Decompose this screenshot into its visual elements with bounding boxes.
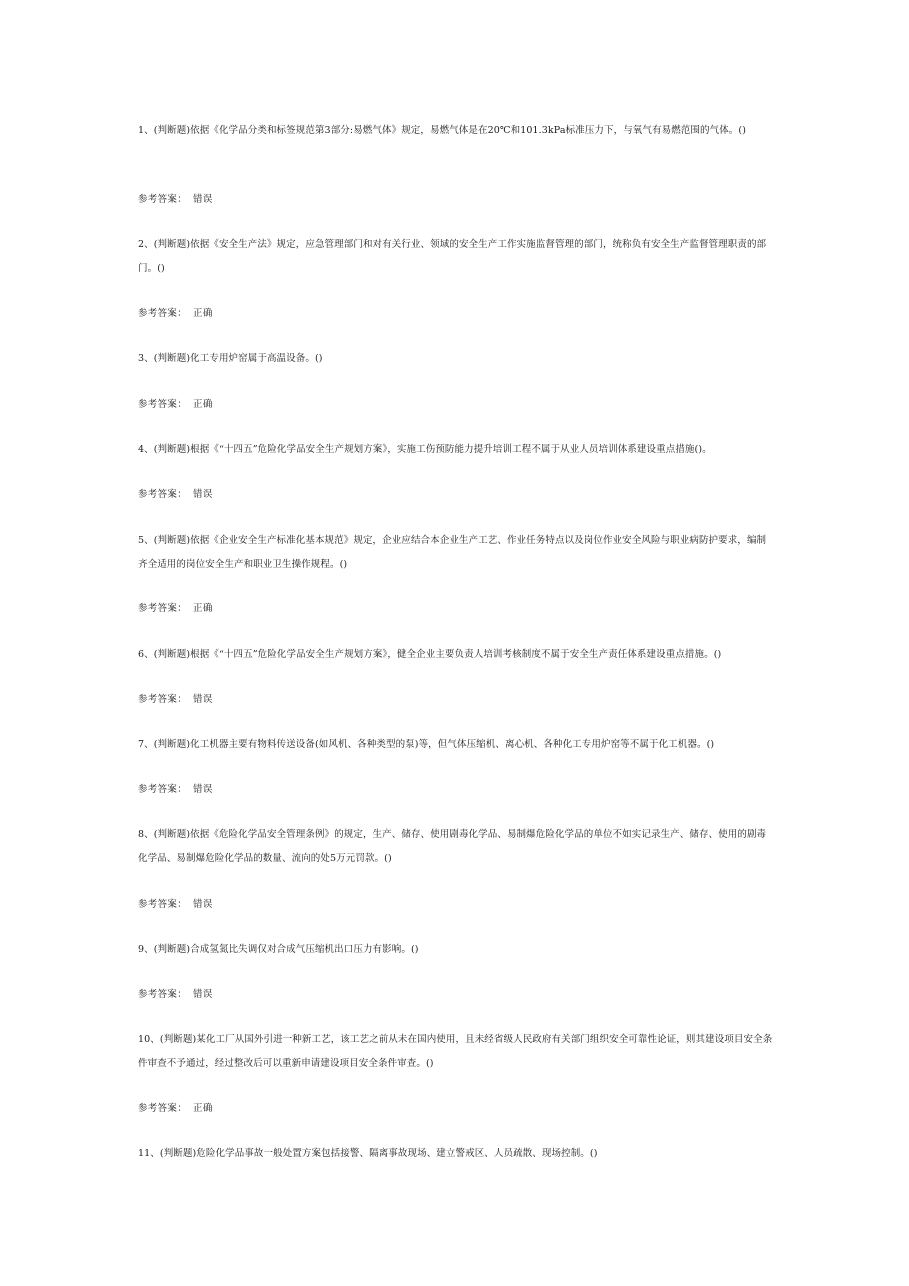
answer-9 (138, 988, 774, 1002)
answer-6 (138, 693, 774, 707)
answer-label: 参考答案： (138, 489, 188, 500)
answer-5 (138, 602, 774, 616)
answer-value: 错误 (193, 194, 213, 205)
question-text: 8、(判断题)依据《危险化学品安全管理条例》的规定，生产、储存、使用剧毒化学品、易制爆危险化学品的单位不如实记录生产、储存、使用的剧毒化学品、易制爆危险化学品的数量、流向的处5万元罚款。() (138, 829, 767, 864)
answer-value: 错误 (193, 694, 213, 705)
question-2 (138, 233, 774, 281)
question-10 (138, 1028, 774, 1076)
answer-4 (138, 488, 774, 502)
answer-8 (138, 898, 774, 912)
answer-value: 正确 (193, 308, 213, 319)
answer-label: 参考答案： (138, 989, 188, 1000)
question-text: 11、(判断题)危险化学品事故一般处置方案包括接警、隔离事故现场、建立警戒区、人员疏散、现场控制。() (138, 1148, 598, 1159)
answer-label: 参考答案： (138, 399, 188, 410)
question-3 (138, 347, 774, 371)
question-5 (138, 529, 774, 577)
question-text: 4、(判断题)根据《“十四五”危险化学品安全生产规划方案》，实施工伤预防能力提升培训工程不属于从业人员培训体系建设重点措施()。 (138, 444, 712, 455)
question-text: 9、(判断题)合成氢氮比失调仅对合成气压缩机出口压力有影响。() (138, 944, 419, 955)
question-text: 3、(判断题)化工专用炉窑属于高温设备。() (138, 353, 323, 364)
question-text: 7、(判断题)化工机器主要有物料传送设备(如风机、各种类型的泵)等，但气体压缩机、离心机、各种化工专用炉窑等不属于化工机器。() (138, 739, 715, 750)
question-8 (138, 823, 774, 871)
answer-3 (138, 398, 774, 412)
answer-7 (138, 783, 774, 797)
answer-label: 参考答案： (138, 899, 188, 910)
question-text: 10、(判断题)某化工厂从国外引进一种新工艺，该工艺之前从未在国内使用，且未经省级人民政府有关部门组织安全可靠性论证，则其建设项目安全条件审查不予通过，经过整改后可以重新申请建设项目安全条件审查。() (138, 1034, 773, 1069)
document-page (138, 0, 774, 1286)
answer-label: 参考答案： (138, 694, 188, 705)
answer-value: 正确 (193, 1103, 213, 1114)
question-text: 2、(判断题)依据《安全生产法》规定，应急管理部门和对有关行业、领域的安全生产工作实施监督管理的部门，统称负有安全生产监督管理职责的部门。() (138, 239, 767, 274)
question-text: 1、(判断题)依据《化学品分类和标签规范第3部分:易燃气体》规定，易燃气体是在20℃和101.3kPa标准压力下，与氧气有易燃范围的气体。() (138, 125, 747, 136)
answer-value: 错误 (193, 989, 213, 1000)
question-1 (138, 119, 774, 143)
question-text: 6、(判断题)根据《“十四五”危险化学品安全生产规划方案》，健全企业主要负责人培训考核制度不属于安全生产责任体系建设重点措施。() (138, 649, 722, 660)
answer-value: 正确 (193, 603, 213, 614)
answer-10 (138, 1102, 774, 1116)
question-7 (138, 733, 774, 757)
answer-label: 参考答案： (138, 194, 188, 205)
question-9 (138, 938, 774, 962)
answer-2 (138, 307, 774, 321)
answer-value: 错误 (193, 784, 213, 795)
answer-label: 参考答案： (138, 1103, 188, 1114)
question-4 (138, 438, 774, 462)
question-6 (138, 643, 774, 667)
answer-label: 参考答案： (138, 603, 188, 614)
answer-label: 参考答案： (138, 784, 188, 795)
answer-1 (138, 193, 774, 207)
answer-value: 错误 (193, 899, 213, 910)
answer-value: 错误 (193, 489, 213, 500)
answer-label: 参考答案： (138, 308, 188, 319)
answer-value: 正确 (193, 399, 213, 410)
question-text: 5、(判断题)依据《企业安全生产标准化基本规范》规定，企业应结合本企业生产工艺、作业任务特点以及岗位作业安全风险与职业病防护要求，编制齐全适用的岗位安全生产和职业卫生操作规程。() (138, 535, 767, 570)
question-11 (138, 1142, 774, 1166)
